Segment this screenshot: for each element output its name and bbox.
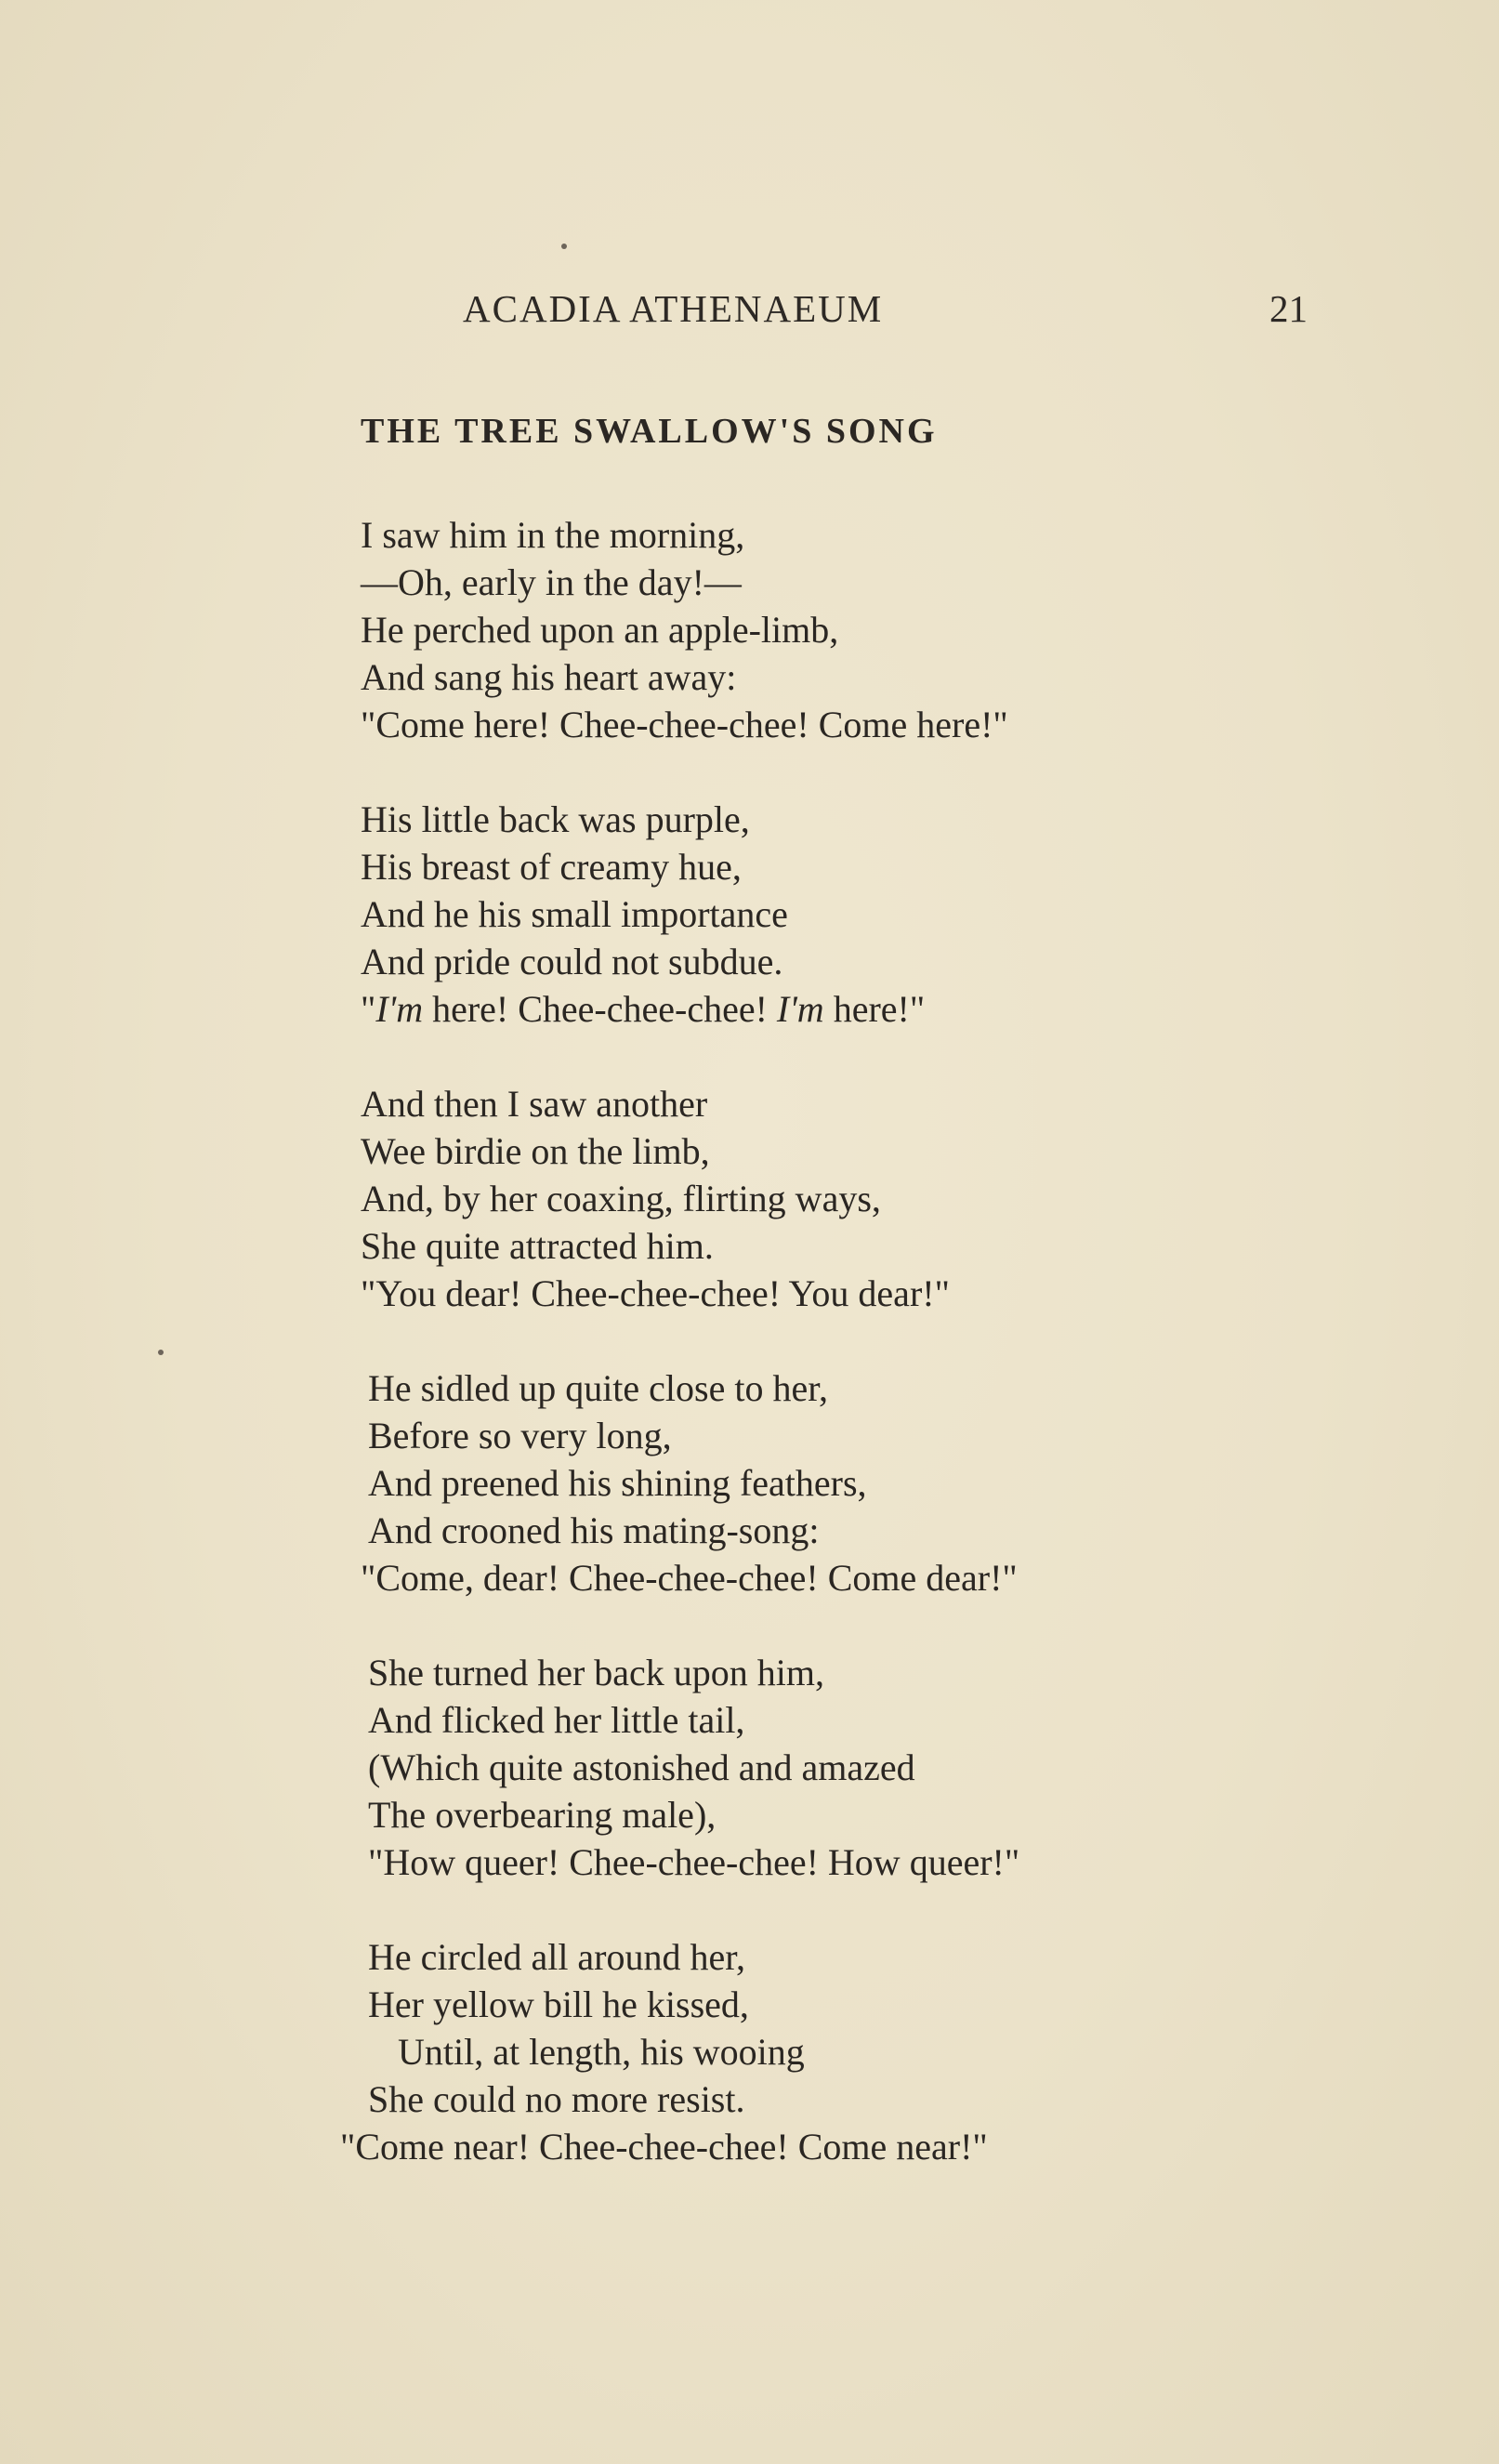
poem-line: And crooned his mating-song: <box>368 1509 820 1551</box>
poem-line: Until, at length, his wooing <box>398 2031 805 2073</box>
poem-line: And he his small importance <box>361 893 788 935</box>
refrain-line <box>361 985 1290 1033</box>
refrain-italic-word: I'm <box>776 988 824 1030</box>
poem-line: And, by her coaxing, flirting ways, <box>361 1178 881 1219</box>
poem-line: (Which quite astonished and amazed <box>368 1746 915 1788</box>
poem-line: —Oh, early in the day!— <box>361 561 742 603</box>
poem-line: And flicked her little tail, <box>368 1699 745 1741</box>
poem-line: And then I saw another <box>361 1083 708 1125</box>
refrain-open-quote: " <box>361 988 376 1030</box>
stanza <box>340 1933 1290 2170</box>
poem-line: Her yellow bill he kissed, <box>368 1983 749 2025</box>
print-speck <box>158 1350 164 1355</box>
stanza <box>361 511 1290 748</box>
stanza <box>361 1080 1290 1317</box>
poem-line: Before so very long, <box>368 1415 672 1456</box>
stanza <box>361 1364 1290 1601</box>
refrain-middle: here! Chee-chee-chee! <box>423 988 777 1030</box>
stanza <box>361 796 1290 1033</box>
poem-line: He circled all around her, <box>368 1936 745 1978</box>
running-head: ACADIA ATHENAEUM <box>463 287 884 330</box>
poem-line: The overbearing male), <box>368 1794 717 1836</box>
stanza <box>361 1649 1290 1886</box>
refrain-end: here!" <box>823 988 926 1030</box>
poem-line: And preened his shining feathers, <box>368 1462 867 1504</box>
poem-title: THE TREE SWALLOW'S SONG <box>361 412 938 451</box>
poem-line: She quite attracted him. <box>361 1225 714 1267</box>
poem-line: And sang his heart away: <box>361 656 737 698</box>
print-speck <box>561 244 567 249</box>
refrain-line: "Come here! Chee-chee-chee! Come here!" <box>361 704 1008 745</box>
poem-body <box>340 511 1290 2218</box>
refrain-line: "You dear! Chee-chee-chee! You dear!" <box>361 1272 950 1314</box>
refrain-line: "Come, dear! Chee-chee-chee! Come dear!" <box>361 1557 1018 1599</box>
poem-line: Wee birdie on the limb, <box>361 1130 710 1172</box>
poem-line: He perched upon an apple-limb, <box>361 609 839 651</box>
poem-line: His breast of creamy hue, <box>361 846 742 888</box>
refrain-line: "Come near! Chee-chee-chee! Come near!" <box>340 2126 988 2168</box>
poem-line: She turned her back upon him, <box>368 1652 824 1693</box>
poem-line: And pride could not subdue. <box>361 941 783 982</box>
poem-line: He sidled up quite close to her, <box>368 1367 828 1409</box>
page-number: 21 <box>1269 287 1308 330</box>
refrain-italic-word: I'm <box>375 988 424 1030</box>
poem-line: His little back was purple, <box>361 798 750 840</box>
refrain-line: "How queer! Chee-chee-chee! How queer!" <box>368 1841 1020 1883</box>
poem-line: She could no more resist. <box>368 2078 745 2120</box>
poem-line: I saw him in the morning, <box>361 514 745 556</box>
